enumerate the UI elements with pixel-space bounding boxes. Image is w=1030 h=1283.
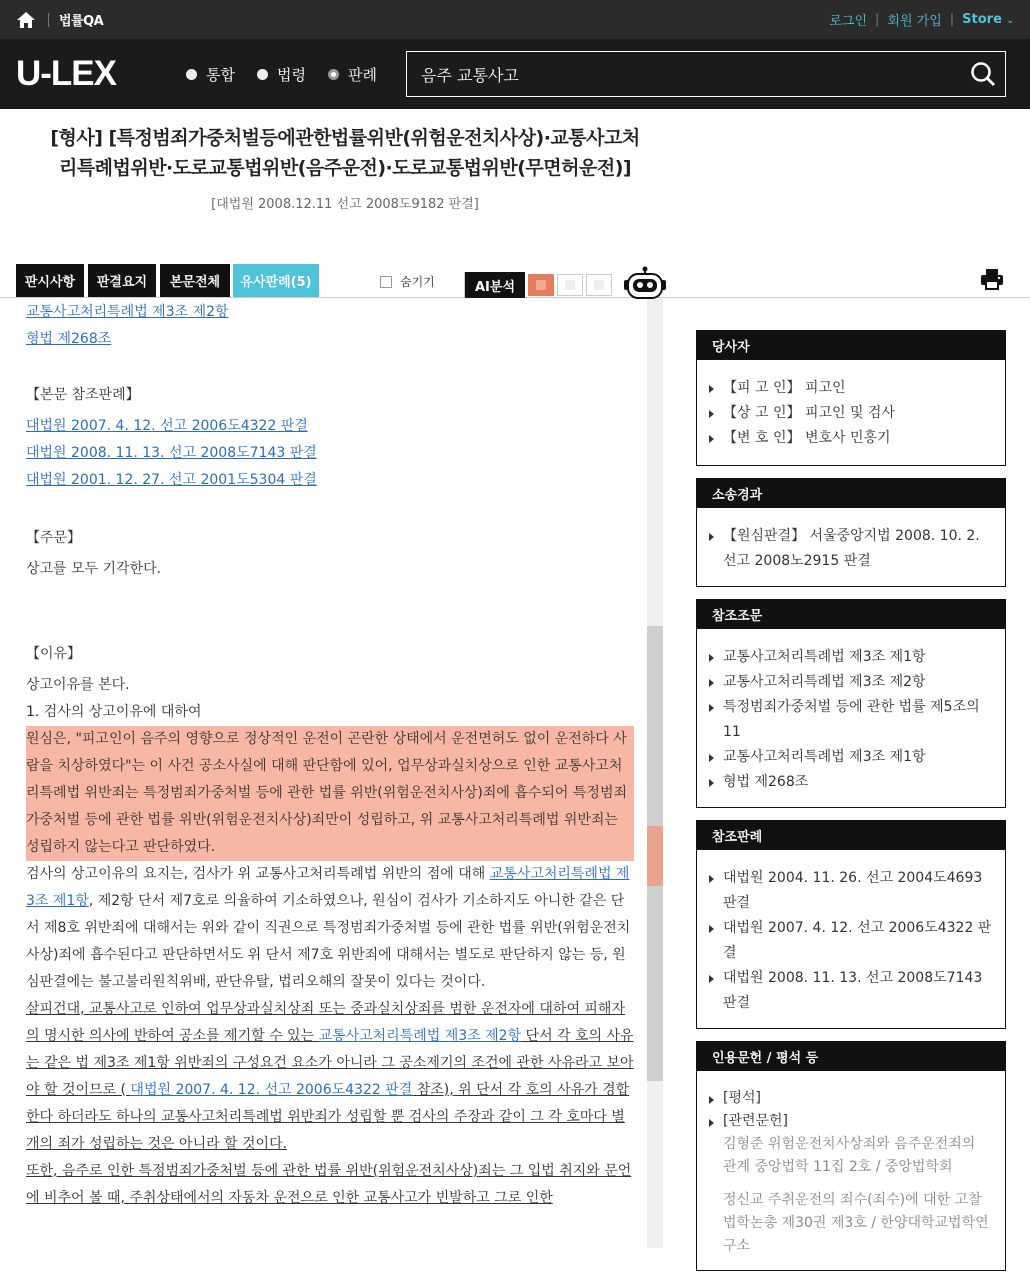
main-header	[0, 39, 1030, 109]
bullet-icon	[709, 654, 714, 662]
precedent-text: 대법원 2007. 4. 12. 선고 2006도4322 판결	[723, 920, 992, 961]
scope-label: 판례	[347, 65, 377, 84]
ai-level-1-button[interactable]	[528, 274, 554, 296]
law-qa-link[interactable]: 법률QA	[59, 14, 104, 29]
scope-radio-case[interactable]	[328, 64, 377, 85]
literature-box	[696, 1041, 1006, 1271]
logo-text: U-LEX	[16, 54, 116, 93]
bullet-icon	[709, 1119, 714, 1127]
ai-level-2-button[interactable]	[557, 274, 583, 296]
scope-label: 통합	[206, 65, 235, 84]
ref-cases-heading: 【본문 참조판례】	[26, 387, 140, 403]
scope-label: 법령	[276, 65, 306, 84]
sidebar	[696, 330, 1006, 1283]
statute-text: 특정범죄가중처벌 등에 관한 법률 제5조의11	[723, 699, 980, 740]
content-scrollbar[interactable]	[647, 299, 663, 1248]
history-text: 【원심판결】 서울중앙지법 2008. 10. 2. 선고 2008노2915 판결	[723, 528, 980, 569]
statute-link[interactable]: 교통사고처리특례법 제3조 제2항	[318, 1028, 522, 1044]
search-input[interactable]	[407, 65, 961, 84]
related-literature-item[interactable]: 김형준 위험운전치사상죄와 음주운전죄의 관계 중앙법학 11집 2호 / 중앙법학회	[723, 1136, 976, 1175]
ulex-logo[interactable]	[16, 54, 156, 94]
precedent-item[interactable]	[709, 966, 993, 1016]
party-key: 【변 호 인】	[723, 430, 801, 446]
bullet-icon	[709, 410, 714, 418]
party-value: 피고인	[804, 380, 846, 396]
party-row	[709, 426, 993, 451]
search-box	[406, 51, 1006, 97]
box-title: 당사자	[697, 331, 1005, 360]
text: 단서 각 호의 사유는 같은 법 제3조 제1항 위반죄의 구성요건 요소가 아니라 그 공소제기의 조건에 관한 사유라고 보아야 할 것이므로 (	[26, 1028, 634, 1098]
history-box	[696, 478, 1006, 587]
text: 검사의 상고이유의 요지는, 검사가 위 교통사고처리특례법 위반의 점에 대해	[26, 866, 490, 882]
divider	[48, 13, 49, 27]
search-icon[interactable]	[961, 52, 1005, 96]
hide-checkbox[interactable]	[380, 276, 392, 288]
underlined-paragraph: 또한, 음주로 인한 특정범죄가중처벌 등에 관한 법률 위반(위험운전치사상)죄는 그 입법 취지와 문언에 비추어 볼 때, 주취상태에서의 자동차 운전으로 인한 교통사고가 빈발하고 그로 인한	[26, 1163, 632, 1206]
statutes-box	[696, 599, 1006, 808]
ai-highlight-paragraph: 원심은, "피고인이 음주의 영향으로 정상적인 운전이 곤란한 상태에서 운전면허도 없이 운전하다 사람을 치상하였다"는 이 사건 공소사실에 대해 판단함에 있어, 업무상과실치상으로 인한 교통사고처리특례법 위반죄는 특정범죄가중처벌 등에 관한 법률 위반(위험운전치사상)죄에 흡수되어 특정범죄가중처벌 등에 관한 법률 위반(위험운전치사상)죄만이 성립하고, 위 교통사고처리특례법 위반죄는 성립하지 않는다고 판단하였다.	[26, 726, 634, 861]
order-text: 상고를 모두 기각한다.	[26, 561, 162, 577]
order-heading: 【주문】	[26, 530, 82, 546]
reason-intro: 상고이유를 본다.	[26, 677, 130, 693]
parties-box	[696, 330, 1006, 466]
underlined-paragraph	[26, 996, 634, 1158]
hide-label: 숨기기	[400, 275, 435, 289]
statute-item[interactable]	[709, 745, 993, 770]
box-title: 참조조문	[697, 600, 1005, 629]
box-title: 참조판례	[697, 821, 1005, 850]
case-link[interactable]: 대법원 2008. 11. 13. 선고 2008도7143 판결	[26, 445, 317, 461]
statute-link[interactable]: 형법 제268조	[26, 331, 112, 347]
tab-fulltext[interactable]: 본문전체	[160, 264, 230, 297]
home-icon[interactable]	[16, 10, 38, 30]
statute-text: 형법 제268조	[723, 774, 809, 790]
ai-level-3-button[interactable]	[586, 274, 612, 296]
related-literature-item[interactable]: 정신교 주취운전의 죄수(죄수)에 대한 고찰 법학논총 제30권 제3호 / 한양대학교법학연구소	[723, 1192, 989, 1254]
tab-similar-cases[interactable]: 유사판례(5)	[233, 264, 319, 297]
bullet-icon	[709, 704, 714, 712]
paragraph	[26, 861, 634, 996]
bullet-icon	[709, 875, 714, 883]
hide-toggle[interactable]	[380, 273, 435, 290]
box-title: 소송경과	[697, 479, 1005, 508]
case-title: [형사] [특정범죄가중처벌등에관한법률위반(위험운전치사상)·교통사고처리특례법위반·도로교통법위반(음주운전)·도로교통법위반(무면허운전)]	[50, 127, 640, 179]
case-link[interactable]: 대법원 2001. 12. 27. 선고 2001도5304 판결	[26, 472, 317, 488]
search-scope	[186, 64, 399, 85]
statute-item[interactable]	[709, 670, 993, 695]
case-link[interactable]: 대법원 2007. 4. 12. 선고 2006도4322 판결	[130, 1082, 413, 1098]
highlight-marker	[647, 826, 663, 886]
party-key: 【상 고 인】	[723, 405, 801, 421]
store-menu[interactable]	[962, 12, 1014, 27]
party-value: 변호사 민홍기	[804, 430, 891, 446]
related-label-row	[709, 1110, 993, 1133]
chevron-down-icon: ⌄	[1006, 16, 1014, 26]
radio-dot	[186, 69, 197, 80]
ai-level-swatch	[594, 280, 604, 290]
precedents-box	[696, 820, 1006, 1029]
ai-level-swatch	[565, 280, 575, 290]
divider: |	[875, 12, 880, 27]
precedent-item[interactable]	[709, 866, 993, 916]
bullet-icon	[709, 975, 714, 983]
tab-bar	[0, 264, 1030, 298]
party-key: 【피 고 인】	[723, 380, 801, 396]
account-links	[829, 10, 1014, 29]
store-label: Store	[962, 12, 1002, 27]
statute-text: 교통사고처리특례법 제3조 제1항	[723, 649, 926, 665]
text: 참조), 위 단서 각 호의 사유가 경합한다 하더라도 하나의 교통사고처리특례법 위반죄가 성립할 뿐 검사의 주장과 같이 그 각 호마다 별개의 죄가 성립하는 것은 아니라 할 것이다.	[26, 1082, 630, 1152]
ai-analysis-label: AI분석	[464, 272, 525, 298]
bullet-icon	[709, 754, 714, 762]
radio-dot	[257, 69, 268, 80]
reason-subheading: 1. 검사의 상고이유에 대하여	[26, 704, 202, 720]
bullet-icon	[709, 385, 714, 393]
bullet-icon	[709, 679, 714, 687]
review-label: [평석]	[723, 1090, 761, 1106]
text: , 제2항 단서 제7호로 의율하여 기소하였으나, 원심이 검사가 기소하지도 아니한 같은 단서 제8호 위반죄에 대해서는 위와 같이 직권으로 특정범죄가중처벌 등에 관한 법률 위반(위험운전치사상)죄에 흡수된다고 판단하면서도 위 단서 제7호 위반죄에 대해서는 별도로 판단하지 않는 등, 원심판결에는 불고불리원칙위배, 판단유탈, 법리오해의 잘못이 있다는 것이다.	[26, 893, 631, 990]
bullet-icon	[709, 435, 714, 443]
bullet-icon	[709, 779, 714, 787]
join-link[interactable]: 회원 가입	[887, 14, 942, 29]
case-title-area	[0, 109, 690, 212]
reason-heading: 【이유】	[26, 646, 82, 662]
ai-level-swatch	[536, 280, 546, 290]
case-subtitle: [대법원 2008.12.11 선고 2008도9182 판결]	[211, 197, 479, 212]
case-link[interactable]: 대법원 2007. 4. 12. 선고 2006도4322 판결	[26, 418, 308, 434]
statute-item[interactable]	[709, 770, 993, 795]
print-icon[interactable]	[980, 267, 1004, 295]
tab-holding[interactable]: 판시사항	[16, 264, 84, 297]
divider: |	[949, 12, 955, 27]
statute-text: 교통사고처리특례법 제3조 제2항	[723, 674, 926, 690]
scope-radio-law[interactable]	[257, 64, 306, 85]
bullet-icon	[709, 1096, 714, 1104]
party-row	[709, 401, 993, 426]
statute-link[interactable]: 교통사고처리특례법 제3조 제2항	[26, 304, 229, 320]
scope-radio-all[interactable]	[186, 64, 235, 85]
party-row	[709, 376, 993, 401]
statute-text: 교통사고처리특례법 제3조 제1항	[723, 749, 926, 765]
box-title: 인용문헌 / 평석 등	[697, 1042, 1005, 1071]
related-label: [관련문헌]	[723, 1113, 789, 1129]
review-label-row	[709, 1087, 993, 1110]
bullet-icon	[709, 533, 714, 541]
judgment-body	[0, 299, 648, 1248]
party-value: 피고인 및 검사	[804, 405, 895, 421]
tab-summary[interactable]: 판결요지	[88, 264, 156, 297]
bullet-icon	[709, 925, 714, 933]
history-row	[709, 524, 993, 574]
precedent-text: 대법원 2008. 11. 13. 선고 2008도7143 판결	[723, 970, 983, 1011]
top-bar	[0, 0, 1030, 39]
statute-item[interactable]	[709, 695, 993, 745]
login-link[interactable]: 로그인	[829, 14, 868, 29]
precedent-item[interactable]	[709, 916, 993, 966]
radio-dot	[328, 69, 339, 80]
precedent-text: 대법원 2004. 11. 26. 선고 2004도4693 판결	[723, 870, 983, 911]
statute-link[interactable]: 교통사고처리특례법 제3조 제1항	[26, 866, 630, 909]
statute-item[interactable]	[709, 645, 993, 670]
text: 살피건대, 교통사고로 인하여 업무상과실치상죄 또는 중과실치상죄를 범한 운전자에 대하여 피해자의 명시한 의사에 반하여 공소를 제기할 수 있는	[26, 1001, 625, 1044]
